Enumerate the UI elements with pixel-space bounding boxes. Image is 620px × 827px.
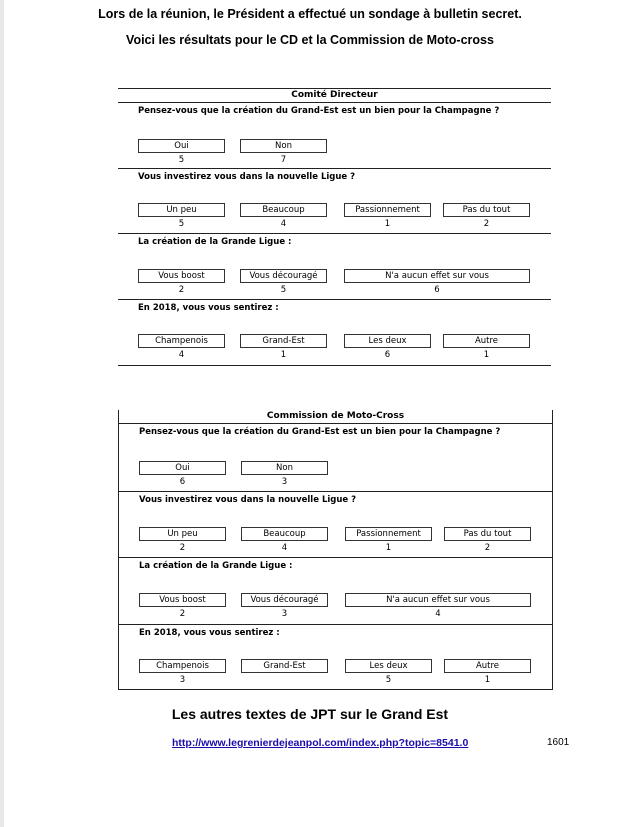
intro-line-1: Lors de la réunion, le Président a effectué un sondage à bulletin secret.: [98, 7, 522, 21]
option-count: 4: [178, 350, 185, 360]
option-box: Un peu: [139, 527, 226, 541]
option-count: 2: [484, 543, 491, 553]
option-box: Un peu: [138, 203, 225, 217]
option-count: 5: [178, 155, 185, 165]
option-count: 3: [179, 675, 186, 685]
option-count: 3: [281, 609, 288, 619]
option-count: 2: [179, 609, 186, 619]
question-block: [118, 300, 551, 366]
option-count: 5: [178, 219, 185, 229]
question-text: Vous investirez vous dans la nouvelle Ligue ?: [139, 495, 357, 505]
option-box: Grand-Est: [241, 659, 328, 673]
option-count: 4: [435, 609, 441, 619]
question-block: [118, 169, 551, 234]
option-box: Autre: [444, 659, 531, 673]
option-box: Beaucoup: [240, 203, 327, 217]
option-box: N'a aucun effet sur vous: [344, 269, 530, 283]
question-text: En 2018, vous vous sentirez :: [139, 628, 280, 638]
option-box: Pas du tout: [444, 527, 531, 541]
question-block: [119, 558, 552, 625]
survey-title: Comité Directeur: [118, 88, 551, 103]
option-box: Passionnement: [345, 527, 432, 541]
question-block: [119, 492, 552, 558]
option-count: 6: [384, 350, 391, 360]
page-number: 1601: [547, 737, 570, 748]
option-box: Vous découragé: [241, 593, 328, 607]
question-text: Vous investirez vous dans la nouvelle Ligue ?: [138, 172, 356, 182]
option-box: N'a aucun effet sur vous: [345, 593, 531, 607]
option-count: 3: [281, 477, 288, 487]
question-block: [118, 234, 551, 300]
question-text: Pensez-vous que la création du Grand-Est est un bien pour la Champagne ?: [138, 106, 500, 116]
option-count: 1: [385, 543, 392, 553]
survey-title: Commission de Moto-Cross: [119, 410, 552, 424]
page-edge: [0, 0, 4, 827]
option-box: Les deux: [345, 659, 432, 673]
option-count: 4: [281, 543, 288, 553]
question-text: La création de la Grande Ligue :: [138, 237, 292, 247]
option-box: Oui: [138, 139, 225, 153]
option-box: Grand-Est: [240, 334, 327, 348]
survey-commission-moto-cross: [118, 410, 553, 690]
option-box: Vous boost: [138, 269, 225, 283]
other-texts-heading: Les autres textes de JPT sur le Grand Est: [171, 706, 449, 722]
option-box: Non: [240, 139, 327, 153]
question-text: La création de la Grande Ligue :: [139, 561, 293, 571]
option-count: 2: [483, 219, 490, 229]
option-count: 1: [280, 350, 287, 360]
question-block: [119, 424, 552, 492]
option-count: 2: [178, 285, 185, 295]
option-box: Vous boost: [139, 593, 226, 607]
option-count: 5: [280, 285, 287, 295]
option-box: Champenois: [138, 334, 225, 348]
option-count: 1: [484, 675, 491, 685]
topic-link[interactable]: http://www.legrenierdejeanpol.com/index.php?topic=8541.0: [172, 737, 469, 749]
option-box: Non: [241, 461, 328, 475]
option-box: Beaucoup: [241, 527, 328, 541]
option-count: 1: [384, 219, 391, 229]
option-count: 4: [280, 219, 287, 229]
option-count: 5: [385, 675, 392, 685]
question-block: [119, 625, 552, 690]
option-box: Les deux: [344, 334, 431, 348]
option-count: 1: [483, 350, 490, 360]
option-count: 7: [280, 155, 287, 165]
question-text: En 2018, vous vous sentirez :: [138, 303, 279, 313]
question-block: [118, 103, 551, 169]
option-box: Autre: [443, 334, 530, 348]
survey-comite-directeur: [118, 88, 551, 366]
option-count: 6: [179, 477, 186, 487]
option-count: 6: [434, 285, 440, 295]
option-box: Passionnement: [344, 203, 431, 217]
option-count: 2: [179, 543, 186, 553]
intro-line-2: Voici les résultats pour le CD et la Commission de Moto-cross: [126, 33, 494, 47]
question-text: Pensez-vous que la création du Grand-Est est un bien pour la Champagne ?: [139, 427, 501, 437]
option-box: Pas du tout: [443, 203, 530, 217]
option-box: Oui: [139, 461, 226, 475]
option-box: Champenois: [139, 659, 226, 673]
option-box: Vous découragé: [240, 269, 327, 283]
